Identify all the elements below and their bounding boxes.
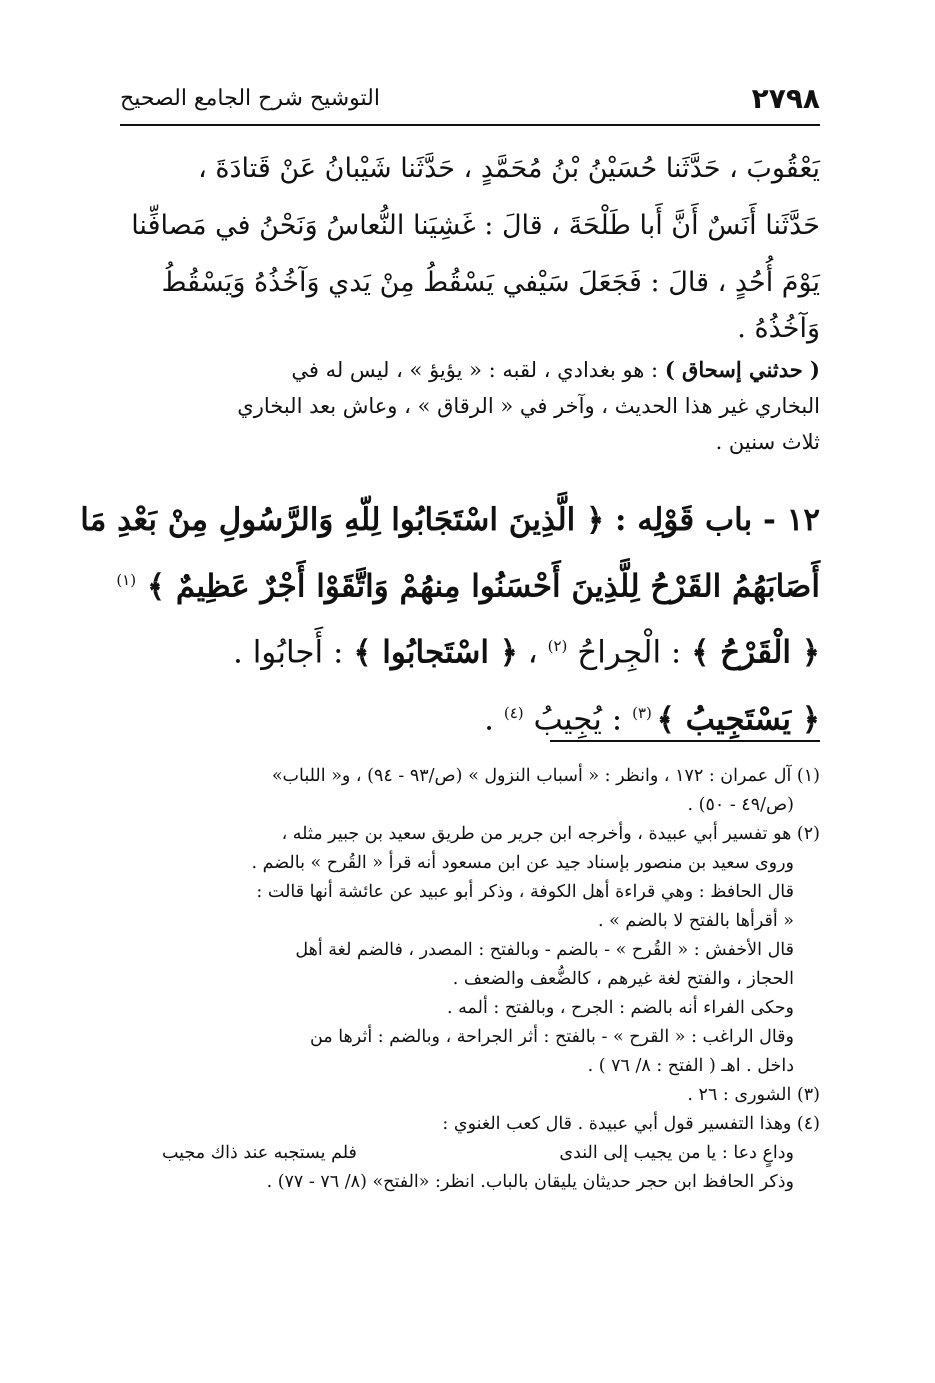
header-rule <box>120 124 820 126</box>
footnote-line: « أقرأها بالفتح لا بالضم » . <box>598 911 794 931</box>
gloss-text: : يُجِيبُ <box>523 700 633 737</box>
commentary-label: ( حدثني إسحاق ) <box>664 357 820 382</box>
hadith-line: حَدَّثَنا أَنَسٌ أَنَّ أَبا طَلْحَةَ ، قالَ : غَشِيَنا النُّعاسُ وَنَحْنُ في مَصافِّنا <box>131 210 820 241</box>
footnote-line: (٤) وهذا التفسير قول أبي عبيدة . قال كعب الغنوي : <box>442 1114 820 1134</box>
hadith-text <box>120 140 820 347</box>
poem-hemistich-left: فلم يستجبه عند ذاك مجيب <box>162 1143 357 1163</box>
commentary-paragraph <box>120 352 820 460</box>
hadith-line: يَعْقُوبَ ، حَدَّثَنا حُسَيْنُ بْنُ مُحَمَّدٍ ، حَدَّثَنا شَيْبانُ عَنْ قَتادَةَ ، <box>198 153 820 184</box>
footnote-ref: (١) <box>116 571 137 589</box>
footnote-line: قال الأخفش : « القُرح » - بالضم - وبالفتح : المصدر ، فالضم لغة أهل <box>295 940 794 960</box>
footnote-line: وقال الراغب : « القرح » - بالفتح : أثر الجراحة ، وبالضم : أثرها من <box>309 1027 794 1047</box>
footnote-ref: (٣) <box>632 703 657 722</box>
footnote-line: وحكى الفراء أنه بالضم : الجرح ، وبالفتح : ألمه . <box>447 998 794 1018</box>
commentary-line: ثلاث سنين . <box>715 430 820 454</box>
chapter-line: ١٢ - باب قَوْلِه : ﴿ الَّذِينَ اسْتَجَابُوا لِلّهِ وَالرَّسُولِ مِنْ بَعْدِ مَا <box>80 502 820 538</box>
commentary-line: البخاري غير هذا الحديث ، وآخر في « الرقاق » ، وعاش بعد البخاري <box>237 394 820 418</box>
chapter-heading <box>80 490 820 749</box>
gloss-text: : الْجِراحُ <box>567 634 692 671</box>
footnote-rule <box>550 740 820 742</box>
footnote-line: وروى سعيد بن منصور بإسناد جيد عن ابن مسعود أنه قرأ « القُرح » بالضم . <box>251 853 794 873</box>
footnote-ref: (٢) <box>547 637 568 656</box>
footnote-line: قال الحافظ : وهي قراءة أهل الكوفة ، وذكر أبو عبيد عن عائشة أنها قالت : <box>256 882 794 902</box>
commentary-text: : هو بغدادي ، لقبه : « يؤيؤ » ، ليس له في <box>291 358 665 382</box>
footnote-line: (١) آل عمران : ١٧٢ ، وانظر : « أسباب النزول » (ص/٩٣ - ٩٤) ، و« اللباب» <box>271 766 820 786</box>
footnote-line: (ص/٤٩ - ٥٠) . <box>687 795 794 815</box>
footnote-line: وذكر الحافظ ابن حجر حديثان يليقان بالباب. انظر: «الفتح» (٨/ ٧٦ - ٧٧) . <box>266 1172 794 1192</box>
footnote-ref: (٤) <box>503 703 524 722</box>
footnote-line: (٣) الشورى : ٢٦ . <box>687 1085 820 1105</box>
poem-hemistich-right: وداعٍ دعا : يا من يجيب إلى الندى <box>559 1143 794 1163</box>
running-title: التوشيح شرح الجامع الصحيح <box>120 86 380 111</box>
chapter-line <box>116 550 820 616</box>
gloss-text: . <box>484 700 504 737</box>
footnote-line: داخل . اهـ ( الفتح : ٨/ ٧٦ ) . <box>587 1056 794 1076</box>
hadith-line: وَآخُذُهُ . <box>737 313 820 344</box>
chapter-line <box>120 616 820 682</box>
page-header <box>120 78 820 122</box>
hadith-line: يَوْمَ أُحُدٍ ، قالَ : فَجَعَلَ سَيْفي يَسْقُطُ مِنْ يَدي وَآخُذُهُ وَيَسْقُطُ <box>161 267 820 298</box>
poem-verse <box>162 1139 812 1168</box>
chapter-verse: أَصَابَهُمُ القَرْحُ لِلَّذِينَ أَحْسَنُوا مِنهُمْ وَاتَّقَوْا أَجْرٌ عَظِيمٌ ﴾ <box>146 568 820 605</box>
footnotes <box>120 762 820 1197</box>
footnote-line: الحجاز ، والفتح لغة غيرهم ، كالضُّعف والضعف . <box>452 969 794 989</box>
page-number: ٢٧٩٨ <box>751 82 820 115</box>
footnote-line: (٢) هو تفسير أبي عبيدة ، وأخرجه ابن جرير من طريق سعيد بن جبير مثله ، <box>281 824 820 844</box>
quranic-word: ﴿ الْقَرْحُ ﴾ <box>691 634 820 671</box>
gloss-text: : أَجابُوا . <box>232 634 354 671</box>
separator-text: ، <box>517 634 548 671</box>
commentary-line <box>120 352 820 388</box>
quranic-word: ﴿ يَسْتَجِيبُ ﴾ <box>656 700 820 737</box>
quranic-word: ﴿ اسْتَجابُوا ﴾ <box>353 634 518 671</box>
